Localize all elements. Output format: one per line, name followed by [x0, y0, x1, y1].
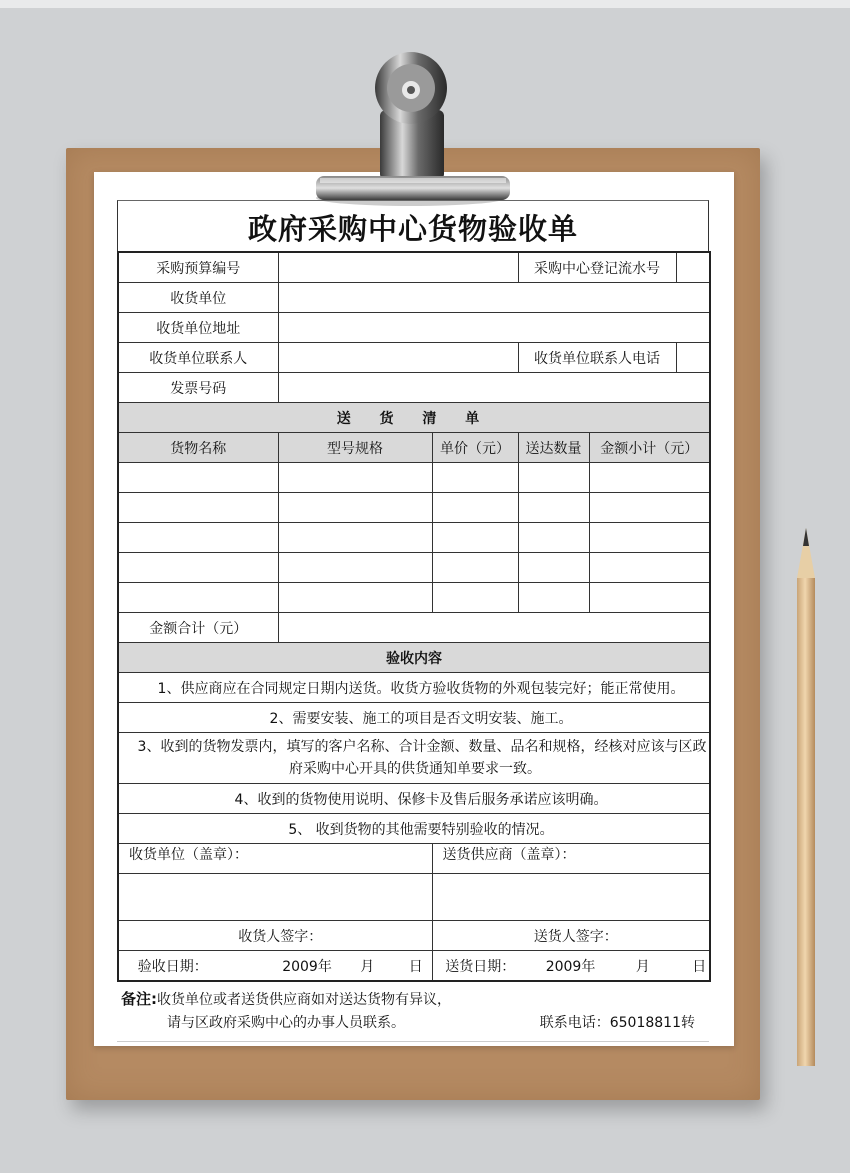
cell[interactable] — [432, 463, 518, 493]
supplier-seal-area[interactable] — [432, 874, 710, 921]
deliver-date-label: 送货日期： — [445, 958, 516, 975]
budget-no-field[interactable] — [278, 252, 518, 283]
inspection-item: 5、 收到货物的其他需要特别验收的情况。 — [118, 814, 710, 844]
table-row — [118, 583, 710, 613]
receiver-address-label: 收货单位地址 — [118, 313, 278, 343]
inspection-section-title: 验收内容 — [118, 643, 710, 673]
deliver-year: 2009年 — [545, 958, 596, 975]
receiver-sign-label: 收货人签字： — [238, 928, 323, 945]
notes-label: 备注 — [121, 990, 152, 1008]
supplier-seal-label: 送货供应商（盖章）： — [432, 844, 710, 874]
cell[interactable] — [118, 493, 278, 523]
col-header: 送达数量 — [518, 433, 589, 463]
cell[interactable] — [589, 463, 710, 493]
table-row — [118, 553, 710, 583]
deliver-day: 日 — [692, 958, 707, 975]
cell[interactable] — [518, 493, 589, 523]
binder-clip-icon — [306, 40, 516, 210]
page-title: 政府采购中心货物验收单 — [117, 200, 709, 251]
notes-section — [117, 988, 709, 1036]
cell[interactable] — [589, 553, 710, 583]
total-amount-label: 金额合计（元） — [118, 613, 278, 643]
bottom-divider — [117, 1041, 709, 1042]
deliver-date[interactable] — [432, 951, 710, 982]
cell[interactable] — [518, 553, 589, 583]
deliverer-signature[interactable] — [432, 921, 710, 951]
cell[interactable] — [278, 553, 432, 583]
table-row — [118, 463, 710, 493]
table-row — [118, 523, 710, 553]
cell[interactable] — [278, 463, 432, 493]
notes-line2: 请与区政府采购中心的办事人员联系。 — [167, 1015, 405, 1031]
cell[interactable] — [589, 583, 710, 613]
cell[interactable] — [518, 463, 589, 493]
serial-no-field[interactable] — [676, 253, 709, 282]
table-row — [118, 493, 710, 523]
acceptance-form — [117, 200, 709, 1036]
cell[interactable] — [118, 463, 278, 493]
cell[interactable] — [118, 523, 278, 553]
receiver-contact-label: 收货单位联系人 — [118, 343, 278, 373]
total-amount-field[interactable] — [278, 613, 710, 643]
accept-month: 月 — [360, 958, 375, 975]
cell[interactable] — [432, 583, 518, 613]
cell[interactable] — [518, 583, 589, 613]
receiver-phone-label: 收货单位联系人电话 — [519, 343, 677, 372]
inspection-item: 4、收到的货物使用说明、保修卡及售后服务承诺应该明确。 — [118, 784, 710, 814]
accept-date[interactable] — [118, 951, 432, 982]
cell[interactable] — [118, 583, 278, 613]
contact-phone: 联系电话：65018811转 — [539, 1015, 695, 1031]
accept-date-label: 验收日期： — [137, 958, 208, 975]
inspection-item: 3、收到的货物发票内，填写的客户名称、合计金额、数量、品名和规格，经核对应该与区政府采购中心开具的供货通知单要求一致。 — [118, 733, 710, 784]
cell[interactable] — [432, 493, 518, 523]
receiver-seal-area[interactable] — [118, 874, 432, 921]
cell[interactable] — [589, 493, 710, 523]
col-header: 货物名称 — [118, 433, 278, 463]
cell[interactable] — [432, 553, 518, 583]
cell[interactable] — [278, 493, 432, 523]
accept-day: 日 — [408, 958, 423, 975]
notes-line1: 备注:收货单位或者送货供应商如对送达货物有异议， — [121, 990, 452, 1008]
form-table — [117, 251, 711, 982]
col-header: 型号规格 — [278, 433, 432, 463]
top-strip — [0, 0, 850, 8]
pencil-icon — [793, 528, 819, 1068]
serial-no-label: 采购中心登记流水号 — [519, 253, 677, 282]
cell[interactable] — [278, 523, 432, 553]
accept-year: 2009年 — [282, 958, 332, 975]
deliver-month: 月 — [635, 958, 650, 975]
receiver-contact-field[interactable] — [278, 343, 518, 373]
delivery-section-title: 送 货 清 单 — [118, 403, 710, 433]
cell[interactable] — [278, 583, 432, 613]
cell[interactable] — [518, 523, 589, 553]
cell[interactable] — [589, 523, 710, 553]
col-header: 金额小计（元） — [589, 433, 710, 463]
receiver-signature[interactable] — [118, 921, 432, 951]
receiver-phone-field[interactable] — [676, 343, 709, 372]
cell[interactable] — [432, 523, 518, 553]
receiver-field[interactable] — [278, 283, 710, 313]
invoice-label: 发票号码 — [118, 373, 278, 403]
receiver-address-field[interactable] — [278, 313, 710, 343]
inspection-item: 2、需要安装、施工的项目是否文明安装、施工。 — [118, 703, 710, 733]
notes-text1: 收货单位或者送货供应商如对送达货物有异议， — [157, 992, 452, 1008]
budget-no-label: 采购预算编号 — [118, 252, 278, 283]
cell[interactable] — [118, 553, 278, 583]
inspection-item: 1、供应商应在合同规定日期内送货。收货方验收货物的外观包装完好；能正常使用。 — [118, 673, 710, 703]
receiver-seal-label: 收货单位（盖章）： — [118, 844, 432, 874]
invoice-field[interactable] — [278, 373, 710, 403]
col-header: 单价（元） — [432, 433, 518, 463]
receiver-label: 收货单位 — [118, 283, 278, 313]
deliverer-sign-label: 送货人签字： — [533, 928, 618, 945]
